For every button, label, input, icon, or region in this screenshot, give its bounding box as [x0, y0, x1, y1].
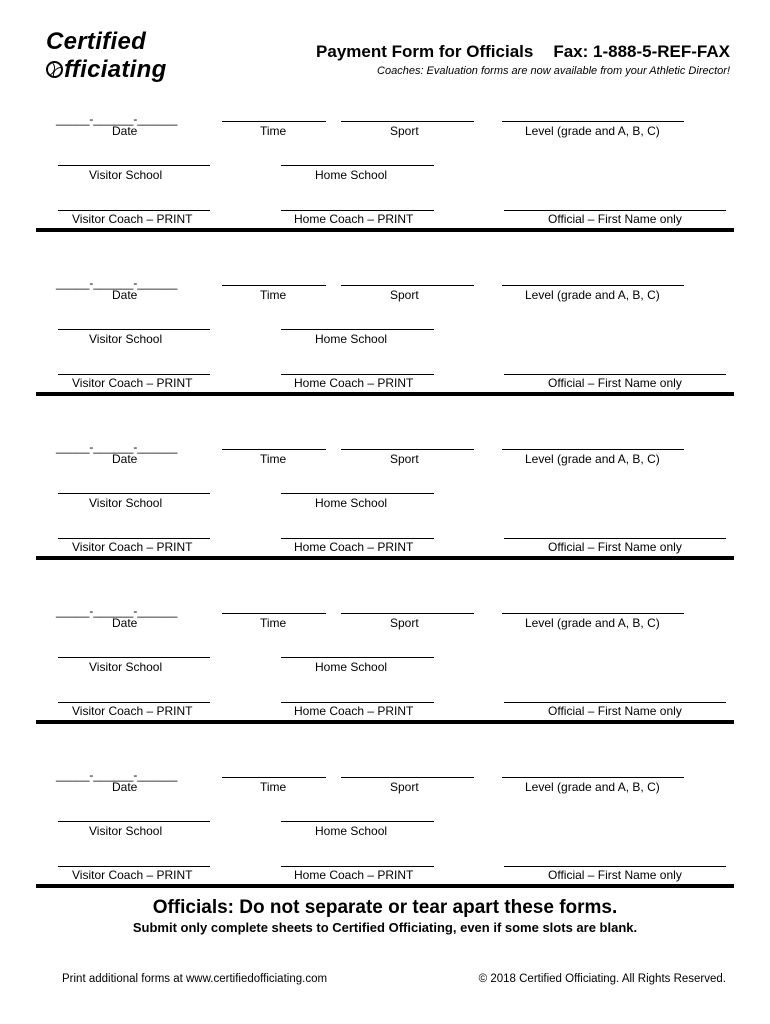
visitor-coach-label: Visitor Coach – PRINT	[72, 704, 193, 718]
visitor-school-label: Visitor School	[89, 332, 163, 346]
level-field[interactable]	[502, 285, 684, 286]
level-label: Level (grade and A, B, C)	[525, 124, 660, 138]
date-field[interactable]: _____-______-______	[56, 276, 178, 290]
sport-label: Sport	[390, 616, 419, 630]
level-label: Level (grade and A, B, C)	[525, 780, 660, 794]
sport-label: Sport	[390, 452, 419, 466]
home-coach-field[interactable]	[281, 374, 434, 375]
official-field[interactable]	[504, 374, 726, 375]
sport-field[interactable]	[341, 777, 474, 778]
home-school-field[interactable]	[281, 493, 434, 494]
date-field[interactable]: _____-______-______	[56, 768, 178, 782]
date-field[interactable]: _____-______-______	[56, 112, 178, 126]
game-slot	[0, 112, 770, 237]
home-school-field[interactable]	[281, 821, 434, 822]
game-slot	[0, 768, 770, 893]
official-field[interactable]	[504, 866, 726, 867]
home-school-label: Home School	[315, 332, 388, 346]
time-field[interactable]	[222, 449, 326, 450]
home-coach-label: Home Coach – PRINT	[294, 212, 414, 226]
date-label: Date	[112, 124, 138, 138]
visitor-coach-label: Visitor Coach – PRINT	[72, 212, 193, 226]
visitor-school-field[interactable]	[58, 821, 210, 822]
slot-divider	[36, 556, 734, 560]
home-coach-field[interactable]	[281, 538, 434, 539]
date-field[interactable]: _____-______-______	[56, 440, 178, 454]
slot-divider	[36, 884, 734, 888]
slot-divider	[36, 392, 734, 396]
subtitle: Coaches: Evaluation forms are now available from your Athletic Director!	[377, 65, 730, 77]
level-field[interactable]	[502, 449, 684, 450]
time-field[interactable]	[222, 613, 326, 614]
visitor-school-label: Visitor School	[89, 168, 163, 182]
slot-divider	[36, 720, 734, 724]
level-label: Level (grade and A, B, C)	[525, 616, 660, 630]
official-field[interactable]	[504, 702, 726, 703]
level-field[interactable]	[502, 121, 684, 122]
home-coach-label: Home Coach – PRINT	[294, 540, 414, 554]
level-label: Level (grade and A, B, C)	[525, 452, 660, 466]
time-label: Time	[260, 452, 287, 466]
logo	[46, 28, 167, 84]
form-title: Payment Form for Officials	[316, 42, 534, 61]
volleyball-icon	[46, 61, 63, 78]
visitor-coach-field[interactable]	[58, 210, 210, 211]
sport-label: Sport	[390, 780, 419, 794]
home-coach-field[interactable]	[281, 866, 434, 867]
visitor-coach-field[interactable]	[58, 538, 210, 539]
time-field[interactable]	[222, 777, 326, 778]
home-school-field[interactable]	[281, 329, 434, 330]
home-school-label: Home School	[315, 824, 388, 838]
official-label: Official – First Name only	[548, 212, 682, 226]
home-school-label: Home School	[315, 496, 388, 510]
time-label: Time	[260, 616, 287, 630]
game-slot	[0, 440, 770, 565]
home-school-field[interactable]	[281, 165, 434, 166]
date-label: Date	[112, 616, 138, 630]
visitor-coach-label: Visitor Coach – PRINT	[72, 868, 193, 882]
logo-line1: Certified	[46, 28, 147, 55]
fax-number: Fax: 1-888-5-REF-FAX	[553, 42, 730, 61]
home-school-label: Home School	[315, 168, 388, 182]
sport-label: Sport	[390, 124, 419, 138]
visitor-coach-field[interactable]	[58, 374, 210, 375]
official-field[interactable]	[504, 210, 726, 211]
footer-print-more: Print additional forms at www.certifiedofficiating.com	[62, 973, 328, 985]
home-school-label: Home School	[315, 660, 388, 674]
logo-line2: fficiating	[64, 56, 167, 83]
date-label: Date	[112, 780, 138, 794]
home-school-field[interactable]	[281, 657, 434, 658]
official-label: Official – First Name only	[548, 540, 682, 554]
visitor-school-field[interactable]	[58, 493, 210, 494]
level-field[interactable]	[502, 613, 684, 614]
visitor-school-field[interactable]	[58, 165, 210, 166]
time-field[interactable]	[222, 285, 326, 286]
date-label: Date	[112, 452, 138, 466]
date-label: Date	[112, 288, 138, 302]
visitor-coach-label: Visitor Coach – PRINT	[72, 540, 193, 554]
page-title	[316, 42, 730, 62]
visitor-school-label: Visitor School	[89, 496, 163, 510]
level-label: Level (grade and A, B, C)	[525, 288, 660, 302]
official-label: Official – First Name only	[548, 376, 682, 390]
time-label: Time	[260, 124, 287, 138]
footer-copyright: © 2018 Certified Officiating. All Rights Reserved.	[478, 973, 726, 985]
visitor-coach-field[interactable]	[58, 866, 210, 867]
footer-instruction: Submit only complete sheets to Certified Officiating, even if some slots are blank.	[132, 920, 638, 935]
time-label: Time	[260, 780, 287, 794]
footer-warning: Officials: Do not separate or tear apart these forms.	[152, 897, 618, 918]
visitor-school-field[interactable]	[58, 329, 210, 330]
visitor-coach-field[interactable]	[58, 702, 210, 703]
sport-field[interactable]	[341, 285, 474, 286]
sport-field[interactable]	[341, 449, 474, 450]
home-coach-label: Home Coach – PRINT	[294, 376, 414, 390]
official-label: Official – First Name only	[548, 868, 682, 882]
level-field[interactable]	[502, 777, 684, 778]
visitor-school-label: Visitor School	[89, 660, 163, 674]
official-label: Official – First Name only	[548, 704, 682, 718]
home-coach-label: Home Coach – PRINT	[294, 704, 414, 718]
visitor-school-label: Visitor School	[89, 824, 163, 838]
sport-label: Sport	[390, 288, 419, 302]
date-field[interactable]: _____-______-______	[56, 604, 178, 618]
game-slot	[0, 276, 770, 401]
slot-divider	[36, 228, 734, 232]
home-coach-field[interactable]	[281, 210, 434, 211]
sport-field[interactable]	[341, 121, 474, 122]
sport-field[interactable]	[341, 613, 474, 614]
visitor-school-field[interactable]	[58, 657, 210, 658]
visitor-coach-label: Visitor Coach – PRINT	[72, 376, 193, 390]
home-coach-label: Home Coach – PRINT	[294, 868, 414, 882]
time-label: Time	[260, 288, 287, 302]
game-slot	[0, 604, 770, 729]
time-field[interactable]	[222, 121, 326, 122]
home-coach-field[interactable]	[281, 702, 434, 703]
official-field[interactable]	[504, 538, 726, 539]
